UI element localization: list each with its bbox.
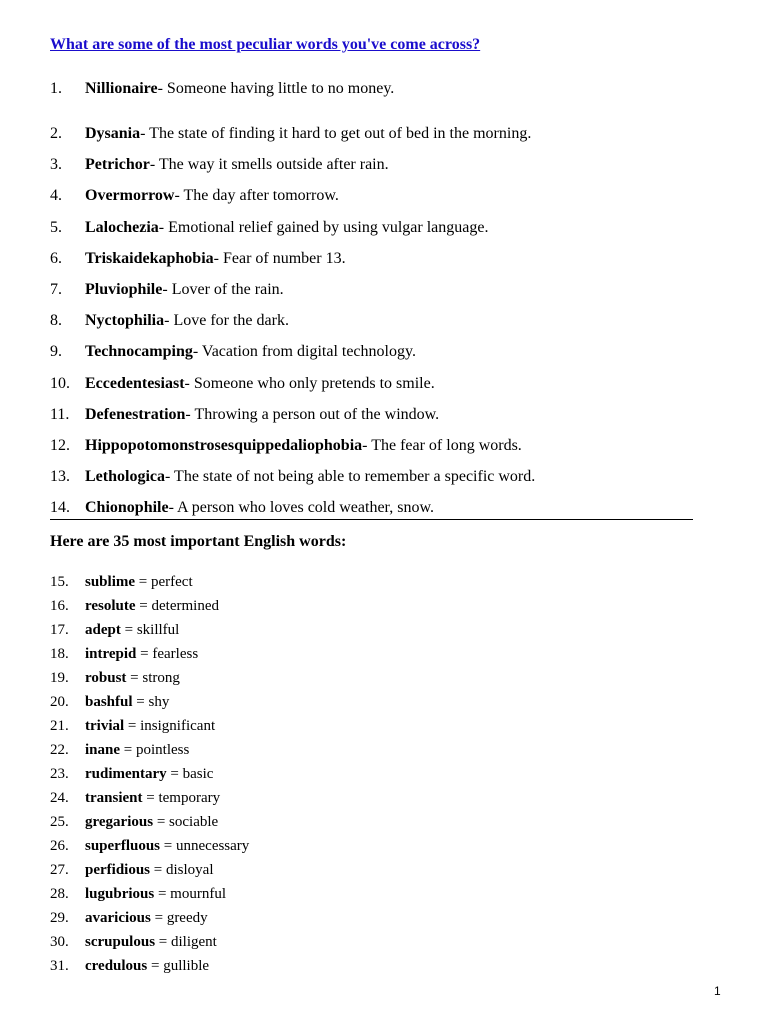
item-entry: [85, 858, 213, 882]
english-words-list: [50, 570, 710, 978]
item-entry: [85, 738, 189, 762]
item-definition: The day after tomorrow.: [183, 187, 339, 204]
item-separator: =: [126, 670, 143, 686]
item-separator: -: [185, 406, 195, 423]
item-word: superfluous: [85, 838, 161, 854]
item-entry: [85, 249, 346, 269]
item-number: 31.: [50, 958, 69, 974]
item-word: transient: [85, 790, 143, 806]
item-meaning: disloyal: [165, 862, 214, 878]
item-separator: =: [135, 598, 152, 614]
item-separator: =: [155, 934, 171, 950]
list-item: [50, 280, 710, 300]
item-separator: =: [160, 838, 176, 854]
item-entry: [85, 124, 531, 144]
item-word: Chionophile: [85, 499, 169, 516]
list-item: [50, 666, 710, 690]
item-entry: [85, 594, 219, 618]
list-item: [50, 642, 710, 666]
list-item: [50, 858, 710, 882]
item-entry: [85, 618, 179, 642]
item-definition: The state of not being able to remember a specific word.: [174, 468, 536, 485]
item-number: 25.: [50, 814, 69, 830]
item-separator: -: [157, 80, 167, 97]
list-item: [50, 810, 710, 834]
item-meaning: gullible: [163, 958, 210, 974]
item-entry: [85, 79, 394, 99]
item-word: resolute: [85, 598, 136, 614]
item-number: 24.: [50, 790, 69, 806]
item-entry: [85, 786, 220, 810]
item-meaning: shy: [148, 694, 170, 710]
item-number: 27.: [50, 862, 69, 878]
list-item: [50, 930, 710, 954]
list-item: [50, 594, 710, 618]
item-entry: [85, 642, 198, 666]
item-word: lugubrious: [85, 886, 155, 902]
item-number: 19.: [50, 670, 69, 686]
page-number: 1: [714, 984, 721, 998]
list-item: [50, 882, 710, 906]
list-item: [50, 405, 710, 425]
item-entry: [85, 467, 535, 487]
item-word: Overmorrow: [85, 187, 175, 204]
item-number: 1.: [50, 80, 62, 97]
item-number: 15.: [50, 574, 69, 590]
item-definition: Love for the dark.: [173, 312, 289, 329]
list-item: [50, 738, 710, 762]
item-entry: [85, 218, 488, 238]
list-item: [50, 155, 710, 175]
item-number: 17.: [50, 622, 69, 638]
item-number: 11.: [50, 406, 70, 423]
list-item: [50, 714, 710, 738]
item-entry: [85, 155, 389, 175]
item-word: scrupulous: [85, 934, 156, 950]
item-word: gregarious: [85, 814, 154, 830]
item-word: trivial: [85, 718, 125, 734]
item-entry: [85, 186, 339, 206]
item-word: Dysania: [85, 125, 141, 142]
item-number: 23.: [50, 766, 69, 782]
item-definition: The fear of long words.: [371, 437, 522, 454]
item-number: 4.: [50, 187, 62, 204]
item-word: sublime: [85, 574, 136, 590]
item-entry: [85, 498, 434, 518]
item-number: 7.: [50, 281, 62, 298]
item-separator: =: [120, 622, 137, 638]
item-entry: [85, 666, 180, 690]
item-separator: =: [142, 790, 159, 806]
page-title: What are some of the most peculiar words you've come across?: [50, 36, 481, 53]
item-separator: =: [166, 766, 183, 782]
item-definition: Fear of number 13.: [222, 250, 346, 267]
section-heading: Here are 35 most important English words:: [50, 533, 347, 550]
list-item: [50, 690, 710, 714]
item-word: Lethologica: [85, 468, 165, 485]
item-meaning: sociable: [169, 814, 219, 830]
section-divider: [50, 519, 693, 520]
item-separator: -: [192, 343, 202, 360]
item-word: perfidious: [85, 862, 151, 878]
item-word: Technocamping: [85, 343, 193, 360]
item-word: robust: [85, 670, 127, 686]
item-word: Nyctophilia: [85, 312, 165, 329]
list-item: [50, 79, 710, 99]
item-entry: [85, 570, 193, 594]
item-entry: [85, 311, 289, 331]
item-meaning: unnecessary: [176, 838, 250, 854]
item-definition: Lover of the rain.: [171, 281, 284, 298]
list-item: [50, 342, 710, 362]
item-word: Petrichor: [85, 156, 150, 173]
item-separator: -: [149, 156, 159, 173]
item-number: 2.: [50, 125, 62, 142]
item-meaning: greedy: [166, 910, 208, 926]
item-word: Triskaidekaphobia: [85, 250, 214, 267]
item-word: Nillionaire: [85, 80, 158, 97]
item-word: intrepid: [85, 646, 137, 662]
item-separator: -: [168, 499, 178, 516]
item-separator: =: [147, 958, 164, 974]
item-separator: =: [136, 646, 153, 662]
list-item: [50, 436, 710, 456]
list-item: [50, 618, 710, 642]
item-separator: =: [153, 814, 170, 830]
item-entry: [85, 930, 217, 954]
item-definition: A person who loves cold weather, snow.: [177, 499, 434, 516]
item-word: Pluviophile: [85, 281, 163, 298]
item-separator: -: [165, 468, 175, 485]
list-item: [50, 186, 710, 206]
item-word: bashful: [85, 694, 133, 710]
item-entry: [85, 954, 209, 978]
item-meaning: fearless: [152, 646, 199, 662]
item-number: 5.: [50, 219, 62, 236]
item-number: 6.: [50, 250, 62, 267]
item-word: Lalochezia: [85, 219, 159, 236]
item-word: Eccedentesiast: [85, 375, 185, 392]
item-entry: [85, 690, 169, 714]
item-separator: =: [150, 910, 167, 926]
item-separator: -: [158, 219, 169, 236]
item-separator: =: [120, 742, 136, 758]
item-separator: =: [154, 886, 171, 902]
item-entry: [85, 405, 439, 425]
item-separator: -: [213, 250, 223, 267]
item-separator: -: [184, 375, 194, 392]
list-item: [50, 906, 710, 930]
item-number: 26.: [50, 838, 69, 854]
item-word: rudimentary: [85, 766, 167, 782]
item-word: Defenestration: [85, 406, 186, 423]
item-number: 9.: [50, 343, 62, 360]
item-number: 30.: [50, 934, 69, 950]
item-meaning: basic: [182, 766, 214, 782]
list-item: [50, 954, 710, 978]
item-definition: Throwing a person out of the window.: [194, 406, 440, 423]
item-separator: -: [174, 187, 184, 204]
item-meaning: insignificant: [140, 718, 216, 734]
item-separator: -: [140, 125, 150, 142]
list-item: [50, 218, 710, 238]
list-item: [50, 374, 710, 394]
item-separator: =: [132, 694, 149, 710]
item-definition: Someone having little to no money.: [166, 80, 395, 97]
list-item: [50, 467, 710, 487]
list-item: [50, 311, 710, 331]
item-separator: =: [135, 574, 151, 590]
list-item: [50, 762, 710, 786]
item-word: adept: [85, 622, 121, 638]
item-separator: =: [124, 718, 141, 734]
item-number: 29.: [50, 910, 69, 926]
item-word: inane: [85, 742, 121, 758]
item-entry: [85, 906, 208, 930]
item-number: 21.: [50, 718, 69, 734]
item-number: 20.: [50, 694, 69, 710]
item-meaning: diligent: [171, 934, 217, 950]
list-item: [50, 124, 710, 144]
item-definition: The way it smells outside after rain.: [158, 156, 389, 173]
item-entry: [85, 762, 213, 786]
item-meaning: skillful: [136, 622, 180, 638]
item-separator: -: [362, 437, 372, 454]
item-separator: -: [162, 281, 172, 298]
item-number: 18.: [50, 646, 69, 662]
item-separator: =: [150, 862, 166, 878]
list-item: [50, 498, 710, 518]
item-entry: [85, 374, 435, 394]
item-definition: Someone who only pretends to smile.: [193, 375, 435, 392]
item-definition: Emotional relief gained by using vulgar language.: [168, 219, 489, 236]
item-meaning: mournful: [170, 886, 226, 902]
list-item: [50, 249, 710, 269]
item-word: credulous: [85, 958, 148, 974]
item-number: 8.: [50, 312, 62, 329]
item-entry: [85, 436, 522, 456]
list-item: [50, 786, 710, 810]
item-number: 16.: [50, 598, 69, 614]
item-entry: [85, 882, 226, 906]
list-item: [50, 834, 710, 858]
item-meaning: temporary: [158, 790, 221, 806]
item-entry: [85, 280, 284, 300]
item-meaning: pointless: [135, 742, 190, 758]
item-separator: -: [164, 312, 174, 329]
item-number: 13.: [50, 468, 70, 485]
item-definition: Vacation from digital technology.: [201, 343, 416, 360]
item-definition: The state of finding it hard to get out of bed in the morning.: [149, 125, 532, 142]
item-number: 12.: [50, 437, 70, 454]
item-meaning: perfect: [150, 574, 193, 590]
item-word: avaricious: [85, 910, 151, 926]
item-entry: [85, 342, 416, 362]
list-item: [50, 570, 710, 594]
item-number: 28.: [50, 886, 69, 902]
item-meaning: determined: [151, 598, 219, 614]
item-meaning: strong: [142, 670, 180, 686]
item-entry: [85, 834, 249, 858]
item-number: 14.: [50, 499, 70, 516]
item-number: 10.: [50, 375, 70, 392]
item-word: Hippopotomonstrosesquippedaliophobia: [85, 437, 363, 454]
item-number: 22.: [50, 742, 69, 758]
item-entry: [85, 810, 218, 834]
item-number: 3.: [50, 156, 62, 173]
item-entry: [85, 714, 215, 738]
